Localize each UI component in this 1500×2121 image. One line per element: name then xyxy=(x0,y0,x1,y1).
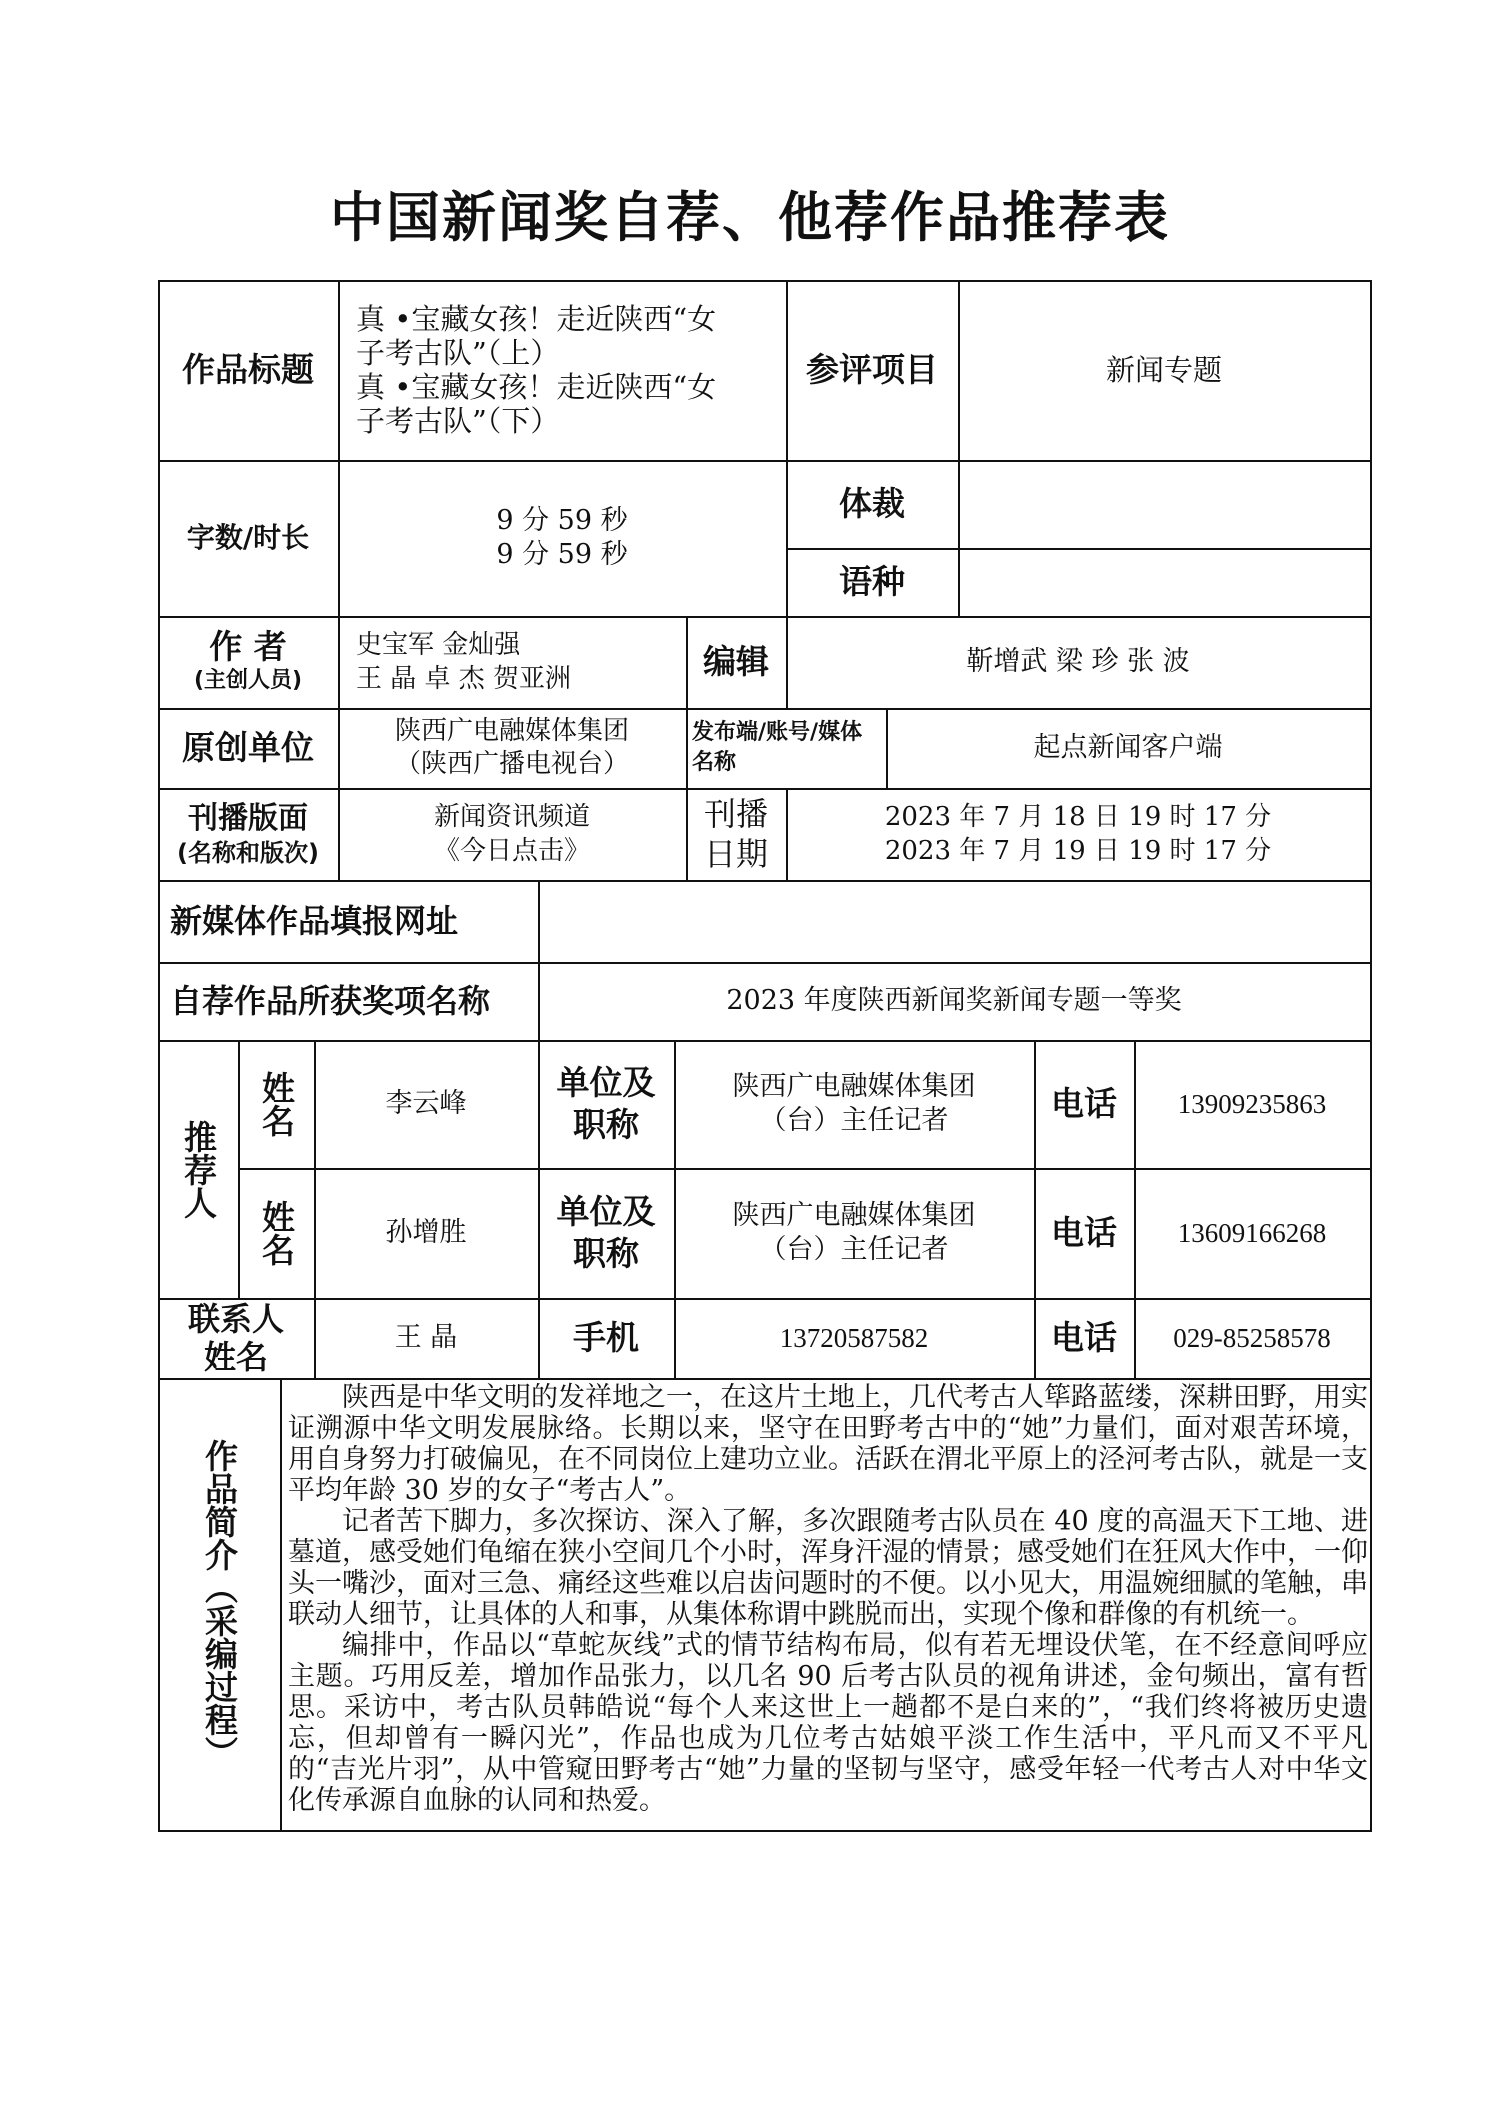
section-line-2: 《今日点击》 xyxy=(433,836,590,866)
intro-paragraph-3: 编排中，作品以“草蛇灰线”式的情节结构布局，似有若无埋设伏笔，在不经意间呼应主题。巧用反差，增加作品张力，以几名 90 后考古队员的视角讲述，金句频出，富有哲思。采访中，考古队员韩皓说“每个人来这世上一趟都不是白来的”，“我们终将被历史遗忘，但却曾有一瞬闪光”，作品也成为几位考古姑娘平淡工作生活中，平凡而又不平凡的“吉光片羽”，从中管窥田野考古“她”力量的坚韧与坚守，感受年轻一代考古人对中华文化传承源自血脉的认同和热爱。 xyxy=(288,1630,1368,1816)
table-rule xyxy=(314,1040,316,1378)
contact-mobile-label: 手机 xyxy=(573,1318,639,1357)
duration-line-2: 9 分 59 秒 xyxy=(496,539,628,570)
unit-label: 原创单位 xyxy=(182,728,314,767)
unit-line-1: 陕西广电融媒体集团 xyxy=(394,716,629,746)
editor-label: 编辑 xyxy=(703,642,769,681)
contact-mobile: 13720587582 xyxy=(779,1323,929,1353)
language-value xyxy=(958,548,1370,616)
table-rule xyxy=(686,616,688,708)
editors-value: 靳增武 梁 珍 张 波 xyxy=(966,646,1190,677)
table-rule xyxy=(158,880,1370,882)
authors-line-2: 王 晶 卓 杰 贺亚洲 xyxy=(356,664,572,694)
award-value: 2023 年度陕西新闻奖新闻专题一等奖 xyxy=(726,985,1182,1016)
recommender-2-unit: 陕西广电融媒体集团 （台）主任记者 xyxy=(732,1200,976,1265)
intro-paragraph-1: 陕西是中华文明的发祥地之一，在这片土地上，几代考古人筚路蓝缕，深耕田野，用实证溯源中华文明发展脉络。长期以来，坚守在田野考古中的“她”力量们，面对艰苦环境，用自身努力打破偏见，在不同岗位上建功立业。活跃在渭北平原上的泾河考古队，就是一支平均年龄 30 岁的女子“考古人”。 xyxy=(288,1382,1368,1506)
table-rule xyxy=(1034,1040,1036,1378)
recommender-2-phone: 13609166268 xyxy=(1177,1218,1327,1248)
table-rule xyxy=(158,1378,1370,1380)
intro-label: 作品简介（采编过程） xyxy=(200,1439,239,1769)
intro-text xyxy=(288,1382,1368,1816)
table-rule xyxy=(158,1040,1370,1042)
recommender-2-unit-label: 单位及职称 xyxy=(556,1192,656,1273)
word-count-label: 字数/时长 xyxy=(186,521,310,554)
table-rule xyxy=(958,280,960,616)
genre-label: 体裁 xyxy=(839,484,905,523)
duration-line-1: 9 分 59 秒 xyxy=(496,505,628,536)
publish-platform-value: 起点新闻客户端 xyxy=(1033,732,1223,763)
table-rule xyxy=(538,880,540,1040)
table-rule xyxy=(786,280,788,616)
recommender-1-name: 李云峰 xyxy=(385,1088,467,1119)
authors-value xyxy=(338,616,686,708)
table-rule xyxy=(786,788,788,880)
author-label: 作 者 (主创人员) xyxy=(193,627,303,693)
category-value: 新闻专题 xyxy=(1105,353,1222,387)
contact-phone: 029-85258578 xyxy=(1173,1323,1331,1353)
recommender-1-unit-label: 单位及职称 xyxy=(556,1063,656,1144)
broadcast-section-label: 刊播版面 (名称和版次) xyxy=(177,801,319,867)
table-rule xyxy=(338,708,340,788)
table-rule xyxy=(158,1298,1370,1300)
table-rule xyxy=(786,548,1370,550)
table-rule xyxy=(686,708,688,788)
intro-paragraph-2: 记者苦下脚力，多次探访、深入了解，多次跟随考古队员在 40 度的高温天下工地、进墓道，感受她们龟缩在狭小空间几个小时，浑身汗湿的情景；感受她们在狂风大作中，一仰头一嘴沙，面对三急、痛经这些难以启齿问题时的不便。以小见大，用温婉细腻的笔触，串联动人细节，让具体的人和事，从集体称谓中跳脱而出，实现个像和群像的有机统一。 xyxy=(288,1506,1368,1630)
recommender-1-phone: 13909235863 xyxy=(1177,1089,1327,1119)
table-rule xyxy=(238,1040,240,1298)
publish-platform-label: 发布端/账号/媒体名称 xyxy=(692,720,863,775)
broadcast-date-value xyxy=(786,788,1370,880)
duration-value xyxy=(338,460,786,616)
table-rule xyxy=(1134,1040,1136,1378)
recommender-2-name-label: 姓名 xyxy=(257,1200,296,1266)
table-rule xyxy=(538,1040,540,1378)
unit-line-2: （陕西广播电视台） xyxy=(394,749,629,779)
authors-line-1: 史宝军 金灿强 xyxy=(356,630,521,660)
table-rule xyxy=(686,788,688,880)
table-rule xyxy=(674,1040,676,1378)
table-rule xyxy=(1370,280,1372,1832)
broadcast-section-value xyxy=(338,788,686,880)
work-title-line-4: 子考古队”（下） xyxy=(356,404,560,438)
recommender-label: 推荐人 xyxy=(179,1119,218,1219)
new-media-url-value xyxy=(538,880,1370,962)
table-rule xyxy=(238,1168,1370,1170)
recommender-2-name: 孙增胜 xyxy=(385,1217,467,1248)
work-title-line-3: 真 •宝藏女孩！走近陕西“女 xyxy=(356,370,717,404)
table-rule xyxy=(886,708,888,788)
table-rule xyxy=(158,280,160,1830)
table-rule xyxy=(786,616,788,708)
table-rule xyxy=(338,788,340,880)
date-line-1: 2023 年 7 月 18 日 19 时 17 分 xyxy=(884,802,1272,832)
date-line-2: 2023 年 7 月 19 日 19 时 17 分 xyxy=(884,836,1272,866)
recommender-1-unit: 陕西广电融媒体集团 （台）主任记者 xyxy=(732,1071,976,1136)
award-name-label: 自荐作品所获奖项名称 xyxy=(170,982,491,1020)
new-media-url-label: 新媒体作品填报网址 xyxy=(170,902,459,940)
broadcast-date-label: 刊播 日期 xyxy=(703,795,768,873)
table-rule xyxy=(158,280,1372,282)
table-rule xyxy=(338,616,340,708)
work-title-line-1: 真 •宝藏女孩！走近陕西“女 xyxy=(356,302,717,336)
table-rule xyxy=(338,280,340,616)
page-title: 中国新闻奖自荐、他荐作品推荐表 xyxy=(330,185,1170,249)
unit-value xyxy=(338,708,686,788)
genre-value xyxy=(958,460,1370,548)
table-rule xyxy=(158,962,1370,964)
table-rule xyxy=(158,1830,1372,1832)
recommender-1-phone-label: 电话 xyxy=(1051,1084,1117,1123)
category-label: 参评项目 xyxy=(806,350,938,389)
recommender-2-phone-label: 电话 xyxy=(1051,1213,1117,1252)
table-rule xyxy=(280,1378,282,1830)
work-title-line-2: 子考古队”（上） xyxy=(356,336,560,370)
work-title-label: 作品标题 xyxy=(182,350,314,389)
contact-name: 王 晶 xyxy=(394,1322,458,1353)
contact-phone-label: 电话 xyxy=(1051,1318,1117,1357)
language-label: 语种 xyxy=(839,562,905,601)
recommender-1-name-label: 姓名 xyxy=(257,1071,296,1137)
section-line-1: 新闻资讯频道 xyxy=(433,802,590,832)
work-title-value xyxy=(338,280,786,460)
contact-name-label: 联系人姓名 xyxy=(187,1300,284,1376)
